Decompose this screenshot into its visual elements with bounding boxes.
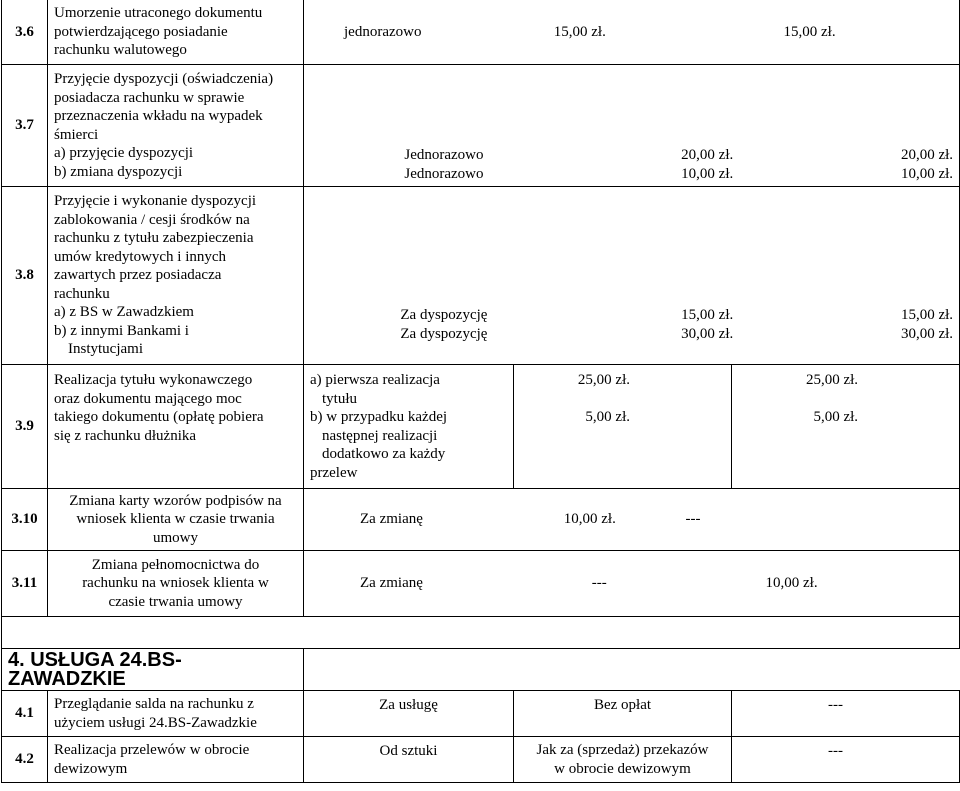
fee-value-b: 20,00 zł. 10,00 zł. bbox=[900, 147, 954, 182]
table-row bbox=[2, 0, 960, 65]
charge-mode: Od sztuki bbox=[304, 737, 514, 783]
row-fees-merged bbox=[304, 489, 960, 551]
row-number: 3.8 bbox=[2, 187, 48, 365]
fee-value-a: 10,00 zł. bbox=[563, 511, 616, 528]
empty-cell bbox=[304, 649, 960, 691]
section-title: 4. USŁUGA 24.BS-ZAWADZKIE bbox=[2, 649, 304, 691]
charge-mode: jednorazowo bbox=[344, 23, 422, 40]
fee-value-b: 10,00 zł. bbox=[765, 575, 818, 592]
fee-value-b: --- bbox=[685, 511, 701, 528]
row-fees-merged bbox=[304, 187, 960, 365]
table-row bbox=[2, 649, 960, 691]
row-description: Umorzenie utraconego dokumentu potwierdzającego posiadanie rachunku walutowego bbox=[48, 0, 304, 65]
table-row bbox=[2, 489, 960, 551]
fee-value-b: 25,00 zł. 5,00 zł. bbox=[732, 365, 960, 489]
fee-value-a: Bez opłat bbox=[514, 691, 732, 737]
row-number: 3.11 bbox=[2, 551, 48, 617]
row-description: Zmiana karty wzorów podpisów na wniosek klienta w czasie trwania umowy bbox=[48, 489, 304, 551]
charge-mode: Za dyspozycję Za dyspozycję bbox=[400, 307, 488, 342]
charge-mode: Za zmianę bbox=[360, 511, 423, 528]
table-row bbox=[2, 365, 960, 489]
empty-row bbox=[2, 617, 960, 649]
row-description: Zmiana pełnomocnictwa do rachunku na wniosek klienta w czasie trwania umowy bbox=[48, 551, 304, 617]
fee-table bbox=[1, 0, 960, 783]
row-fees-merged bbox=[304, 65, 960, 187]
charge-mode: Za zmianę bbox=[360, 575, 423, 592]
row-description: Realizacja przelewów w obrocie dewizowym bbox=[48, 737, 304, 783]
fee-value-a: 25,00 zł. 5,00 zł. bbox=[514, 365, 732, 489]
row-number: 3.7 bbox=[2, 65, 48, 187]
row-number: 3.9 bbox=[2, 365, 48, 489]
row-fees-merged bbox=[304, 0, 960, 65]
row-number: 4.1 bbox=[2, 691, 48, 737]
row-fees-merged bbox=[304, 551, 960, 617]
table-row bbox=[2, 551, 960, 617]
table-row bbox=[2, 617, 960, 649]
row-number: 3.6 bbox=[2, 0, 48, 65]
fee-value-a: Jak za (sprzedaż) przekazów w obrocie dewizowym bbox=[514, 737, 732, 783]
charge-mode: Za usługę bbox=[304, 691, 514, 737]
table-row bbox=[2, 737, 960, 783]
fee-value-b: 15,00 zł. 30,00 zł. bbox=[900, 307, 954, 342]
table-row bbox=[2, 65, 960, 187]
fee-value-b: 15,00 zł. bbox=[783, 23, 836, 40]
row-description: Przyjęcie dyspozycji (oświadczenia) posiadacza rachunku w sprawie przeznaczenia wkładu na wypadek śmierci a) przyjęcie dyspozycji b) zmiana dyspozycji bbox=[48, 65, 304, 187]
fee-value-a: --- bbox=[591, 575, 607, 592]
row-description: Przyjęcie i wykonanie dyspozycji zablokowania / cesji środków na rachunku z tytułu zabezpieczenia umów kredytowych i innych zawartych przez posiadacza rachunku a) z BS w Zawadzkiem b) z innymi Bankami i Instytucjami bbox=[48, 187, 304, 365]
fee-value-a: 15,00 zł. 30,00 zł. bbox=[681, 307, 734, 342]
row-description: Przeglądanie salda na rachunku z użyciem usługi 24.BS-Zawadzkie bbox=[48, 691, 304, 737]
row-number: 4.2 bbox=[2, 737, 48, 783]
charge-mode: Jednorazowo Jednorazowo bbox=[404, 147, 484, 182]
row-description: Realizacja tytułu wykonawczego oraz dokumentu mającego moc takiego dokumentu (opłatę pobiera się z rachunku dłużnika bbox=[48, 365, 304, 489]
row-number: 3.10 bbox=[2, 489, 48, 551]
fee-value-a: 20,00 zł. 10,00 zł. bbox=[681, 147, 734, 182]
fee-value-b: --- bbox=[732, 691, 960, 737]
fee-value-b: --- bbox=[732, 737, 960, 783]
table-row bbox=[2, 187, 960, 365]
fee-value-a: 15,00 zł. bbox=[553, 23, 606, 40]
charge-mode: a) pierwsza realizacja tytułu b) w przypadku każdej następnej realizacji dodatkowo za każdy przelew bbox=[304, 365, 514, 489]
table-row bbox=[2, 691, 960, 737]
